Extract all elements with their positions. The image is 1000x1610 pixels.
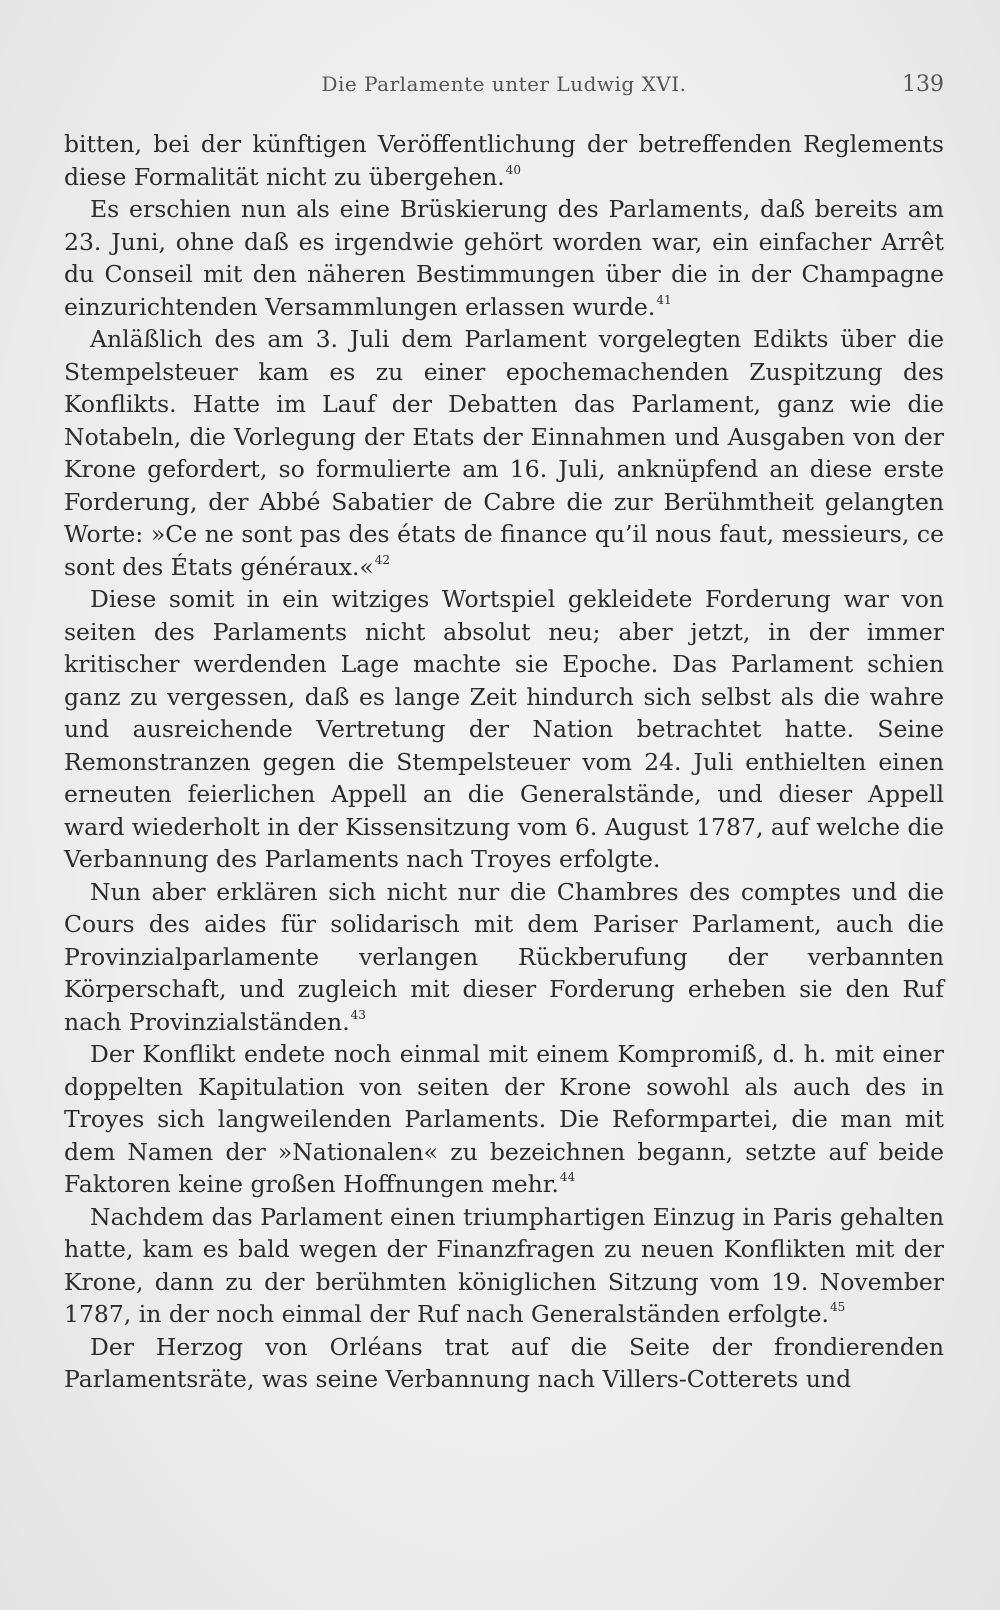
paragraph [64, 876, 944, 1039]
paragraph-text: Nachdem das Parlament einen triumphartigen Einzug in Paris gehalten hatte, kam es bald wegen der Finanzfragen zu neuen Konflikten mit der Krone, dann zu der berühmten königlichen Sitzung vom 19. November 1787, in der noch einmal der Ruf nach Generalständen erfolgte. [64, 1202, 944, 1328]
paragraph-text: Diese somit in ein witziges Wortspiel gekleidete Forderung war von seiten des Parlaments nicht absolut neu; aber jetzt, in der immer kritischer werdenden Lage machte sie Epoche. Das Parlament schien ganz zu vergessen, daß es lange Zeit hindurch sich selbst als die wahre und ausreichende Vertretung der Nation betrachtet hatte. Seine Remonstranzen gegen die Stempelsteuer vom 24. Juli enthielten einen erneuten feierlichen Appell an die Generalstände, und dieser Appell ward wiederholt in der Kissensitzung vom 6. August 1787, auf welche die Verbannung des Parlaments nach Troyes erfolgte. [64, 585, 944, 873]
paragraph [64, 128, 944, 193]
page-number: 139 [902, 72, 944, 97]
footnote-marker: 42 [374, 552, 391, 567]
footnote-marker: 40 [505, 162, 522, 177]
running-head [64, 72, 944, 102]
paragraph [64, 583, 944, 876]
footnote-marker: 45 [830, 1300, 846, 1314]
paragraph-text: Nun aber erklären sich nicht nur die Chambres des comptes und die Cours des aides für solidarisch mit dem Pariser Parlament, auch die Provinzialparlamente verlangen Rückberufung der verbannten Körperschaft, und zugleich mit dieser Forderung erheben sie den Ruf nach Provinzialständen. [64, 877, 944, 1036]
footnote-marker: 44 [559, 1170, 576, 1184]
running-head-title: Die Parlamente unter Ludwig XVI. [321, 72, 687, 96]
paragraph [64, 1201, 944, 1331]
paragraph [64, 193, 944, 323]
paragraph [64, 1331, 944, 1396]
paragraph-text: Der Herzog von Orléans trat auf die Seite der frondierenden Parlamentsräte, was seine Verbannung nach Villers-Cotterets und [64, 1332, 944, 1393]
body-text [64, 128, 944, 1396]
footnote-marker: 43 [350, 1007, 366, 1022]
paragraph [64, 1038, 944, 1201]
paragraph-text: Es erschien nun als eine Brüskierung des Parlaments, daß bereits am 23. Juni, ohne daß es irgendwie gehört worden war, ein einfacher Arrêt du Conseil mit den näheren Bestimmungen über die in der Champagne einzurichtenden Versammlungen erlassen wurde. [64, 195, 944, 321]
paragraph [64, 323, 944, 583]
paragraph-text: Anläßlich des am 3. Juli dem Parlament vorgelegten Edikts über die Stempelsteuer kam es zu einer epochemachenden Zuspitzung des Konflikts. Hatte im Lauf der Debatten das Parlament, ganz wie die Notabeln, die Vorlegung der Etats der Einnahmen und Ausgaben von der Krone gefordert, so formulierte am 16. Juli, anknüpfend an diese erste Forderung, der Abbé Sabatier de Cabre die zur Berühmtheit gelangten Worte: »Ce ne sont pas des états de finance qu’il nous faut, messieurs, ce sont des États généraux.« [64, 325, 944, 581]
paragraph-text: bitten, bei der künftigen Veröffentlichung der betreffenden Reglements diese Formalität nicht zu übergehen. [64, 130, 944, 191]
footnote-marker: 41 [656, 292, 672, 307]
paragraph-text: Der Konflikt endete noch einmal mit einem Kompromiß, d. h. mit einer doppelten Kapitulation von seiten der Krone sowohl als auch des in Troyes sich langweilenden Parlaments. Die Reformpartei, die man mit dem Namen der »Nationalen« zu bezeichnen begann, setzte auf beide Faktoren keine großen Hoffnungen mehr. [64, 1040, 944, 1198]
